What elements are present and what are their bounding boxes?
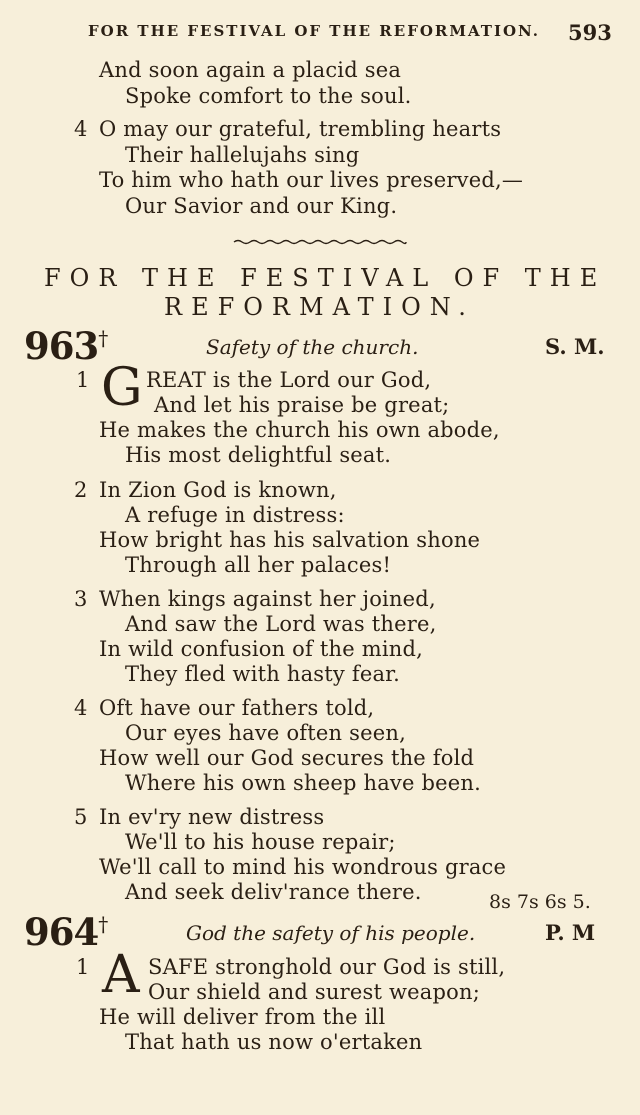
section-title: REFORMATION. <box>164 293 475 321</box>
stanza-number: 1 <box>76 955 90 979</box>
hymn-mark: † <box>98 326 108 350</box>
section-title: FOR THE FESTIVAL OF THE <box>44 264 607 292</box>
hymn-title: Safety of the church. <box>206 335 419 359</box>
verse-line: Our Savior and our King. <box>125 194 398 218</box>
stanza-number: 3 <box>74 587 88 611</box>
verse-line: In ev'ry new distress <box>99 805 325 829</box>
verse-line: Our shield and surest weapon; <box>148 980 480 1004</box>
running-head: FOR THE FESTIVAL OF THE REFORMATION. <box>88 22 541 40</box>
verse-line: He makes the church his own abode, <box>99 418 500 442</box>
verse-line: O may our grateful, trembling hearts <box>99 117 502 141</box>
hymn-mark: † <box>98 912 108 936</box>
verse-line: And saw the Lord was there, <box>125 612 437 636</box>
stanza-number: 4 <box>74 696 88 720</box>
verse-line: When kings against her joined, <box>99 587 436 611</box>
hymn-meter: P. M <box>545 920 596 945</box>
verse-line: SAFE stronghold our God is still, <box>148 955 506 979</box>
verse-line: We'll to his house repair; <box>125 830 396 854</box>
verse-line: REAT is the Lord our God, <box>146 368 432 392</box>
verse-line: A refuge in distress: <box>125 503 345 527</box>
hymn-title: God the safety of his people. <box>186 921 476 945</box>
hymn-meter: S. M. <box>545 334 605 359</box>
stanza-number: 4 <box>74 117 88 141</box>
verse-line: They fled with hasty fear. <box>125 662 400 686</box>
hymn-number: 963† <box>24 324 108 368</box>
verse-line: How bright has his salvation shone <box>99 528 481 552</box>
verse-line: His most delightful seat. <box>125 443 392 467</box>
verse-line: In wild confusion of the mind, <box>99 637 424 661</box>
hymn-number: 964† <box>24 910 108 954</box>
verse-line: And seek deliv'rance there. <box>125 880 422 904</box>
stanza-number: 1 <box>76 368 90 392</box>
verse-line: Our eyes have often seen, <box>125 721 406 745</box>
verse-line: Where his own sheep have been. <box>125 771 481 795</box>
stanza-number: 5 <box>74 805 88 829</box>
hymn-meter-numbers: 8s 7s 6s 5. <box>489 891 591 913</box>
verse-line: And let his praise be great; <box>154 393 450 417</box>
verse-line: That hath us now o'ertaken <box>125 1030 423 1054</box>
verse-line: He will deliver from the ill <box>99 1005 386 1029</box>
verse-line: How well our God secures the fold <box>99 746 475 770</box>
drop-cap: A <box>102 945 140 1005</box>
ornamental-rule <box>232 238 408 246</box>
verse-line: Through all her palaces! <box>125 553 392 577</box>
verse-line: Spoke comfort to the soul. <box>125 84 412 108</box>
verse-line: And soon again a placid sea <box>99 58 402 82</box>
drop-cap: G <box>101 358 143 418</box>
page-number: 593 <box>568 20 612 45</box>
stanza-number: 2 <box>74 478 88 502</box>
verse-line: Their hallelujahs sing <box>125 143 360 167</box>
verse-line: Oft have our fathers told, <box>99 696 375 720</box>
verse-line: To him who hath our lives preserved,— <box>99 168 524 192</box>
verse-line: We'll call to mind his wondrous grace <box>99 855 507 879</box>
verse-line: In Zion God is known, <box>99 478 337 502</box>
